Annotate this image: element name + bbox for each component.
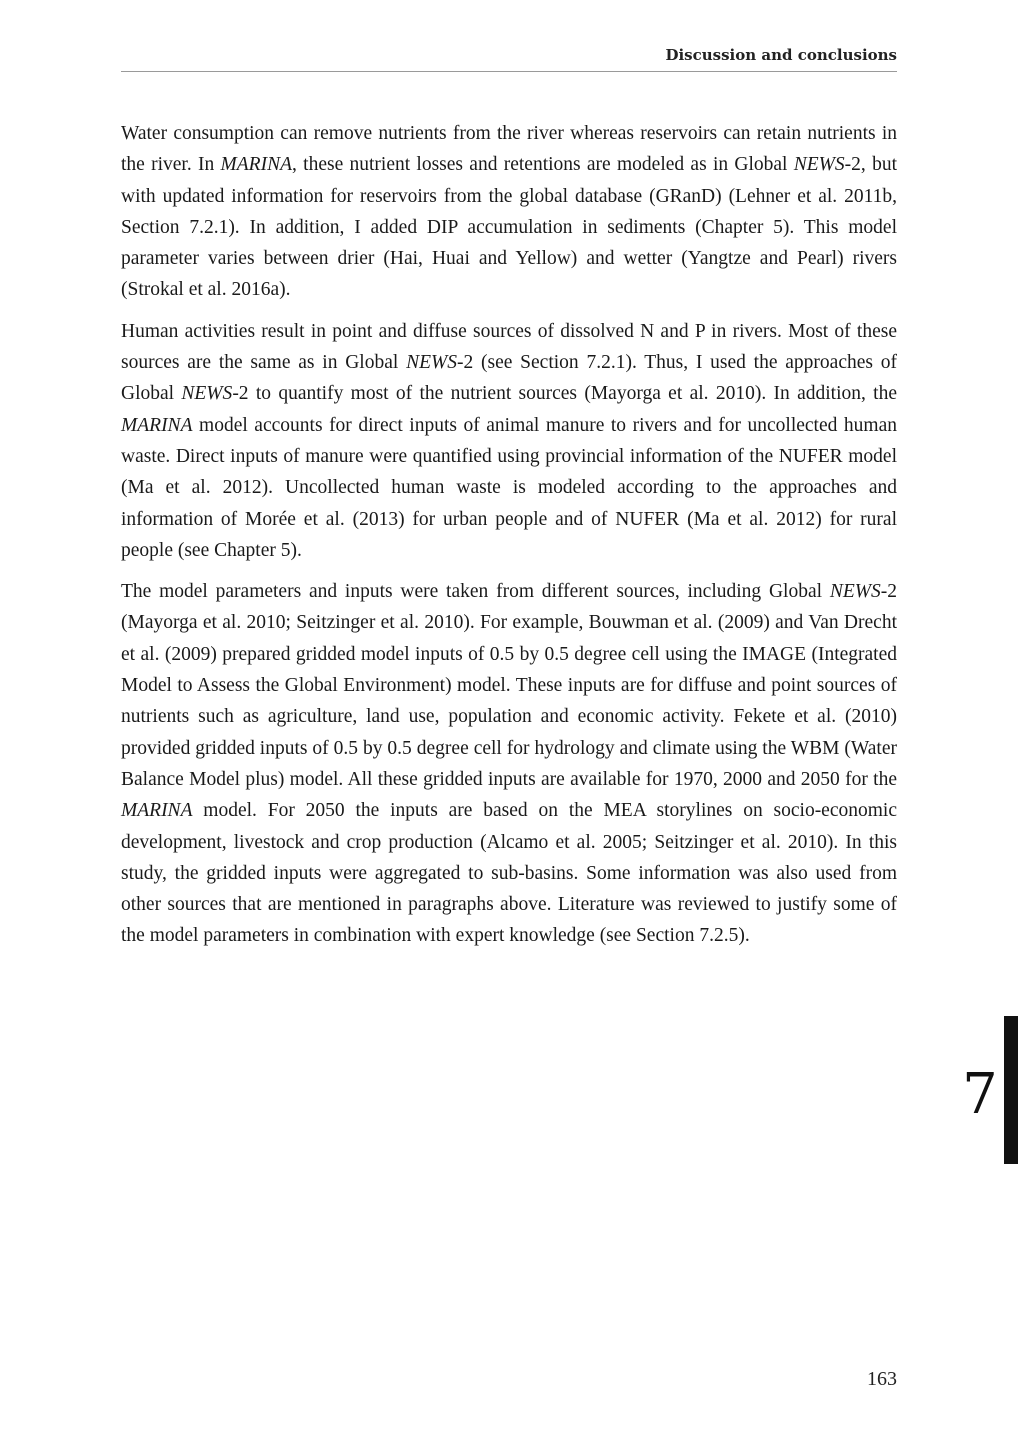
text-run: Human activities result in point and diffuse sources of dissolved N and P in rivers. Most of these sources are the same as in Global	[121, 320, 897, 374]
chapter-number: 7	[962, 1062, 998, 1127]
text-run: Water consumption can remove nutrients from the river whereas reservoirs can retain nutrients in the river. In	[121, 123, 897, 176]
italic-term: NEWS	[793, 154, 845, 176]
italic-term: MARINA	[121, 800, 193, 822]
italic-term: NEWS	[406, 352, 457, 374]
body-text	[121, 118, 897, 962]
chapter-thumb-tab	[1004, 1016, 1018, 1164]
text-run: model accounts for direct inputs of animal manure to rivers and for uncollected human waste. Direct inputs of manure were quantified using provincial information of the NUFER model (Ma et al. 2012). Uncollected human waste is modeled according to the approaches and information of Morée et al. (2013) for urban people and of NUFER (Ma et al. 2012) for rural people (see Chapter 5).	[121, 414, 897, 561]
text-run: -2 (see Section 7.2.1). Thus, I used the approaches of Global	[121, 352, 897, 405]
italic-term: MARINA	[121, 414, 193, 436]
page-number: 163	[867, 1368, 897, 1390]
text-run: -2, but with updated information for reservoirs from the global database (GRanD) (Lehner et al. 2011b, Section 7.2.1). In addition, I added DIP accumulation in sediments (Chapter 5). This model parameter varies between drier (Hai, Huai and Yellow) and wetter (Yangtze and Pearl) rivers (Strokal et al. 2016a).	[121, 154, 897, 301]
italic-term: NEWS	[181, 383, 233, 405]
paragraph	[121, 576, 897, 952]
text-run: , these nutrient losses and retentions are modeled as in Global	[292, 154, 794, 176]
header-section-title: Discussion and conclusions	[665, 46, 897, 64]
paragraph	[121, 316, 897, 566]
italic-term: MARINA	[220, 154, 292, 176]
paragraph	[121, 118, 897, 306]
italic-term: NEWS	[829, 581, 881, 603]
text-run: -2 (Mayorga et al. 2010; Seitzinger et al. 2010). For example, Bouwman et al. (2009) and Van Drecht et al. (2009) prepared gridded model inputs of 0.5 by 0.5 degree cell using the IMAGE (Integrated Model to Assess the Global Environment) model. These inputs are for diffuse and point sources of nutrients such as agriculture, land use, population and economic activity. Fekete et al. (2010) provided gridded inputs of 0.5 by 0.5 degree cell for hydrology and climate using the WBM (Water Balance Model plus) model. All these gridded inputs are available for 1970, 2000 and 2050 for the	[121, 581, 897, 790]
text-run: The model parameters and inputs were taken from different sources, including Global	[121, 581, 830, 603]
text-run: -2 to quantify most of the nutrient sources (Mayorga et al. 2010). In addition, the	[232, 383, 897, 405]
text-run: model. For 2050 the inputs are based on the MEA storylines on socio-economic development, livestock and crop production (Alcamo et al. 2005; Seitzinger et al. 2010). In this study, the gridded inputs were aggregated to sub-basins. Some information was also used from other sources that are mentioned in paragraphs above. Literature was reviewed to justify some of the model parameters in combination with expert knowledge (see Section 7.2.5).	[121, 800, 897, 947]
running-header	[121, 46, 897, 72]
